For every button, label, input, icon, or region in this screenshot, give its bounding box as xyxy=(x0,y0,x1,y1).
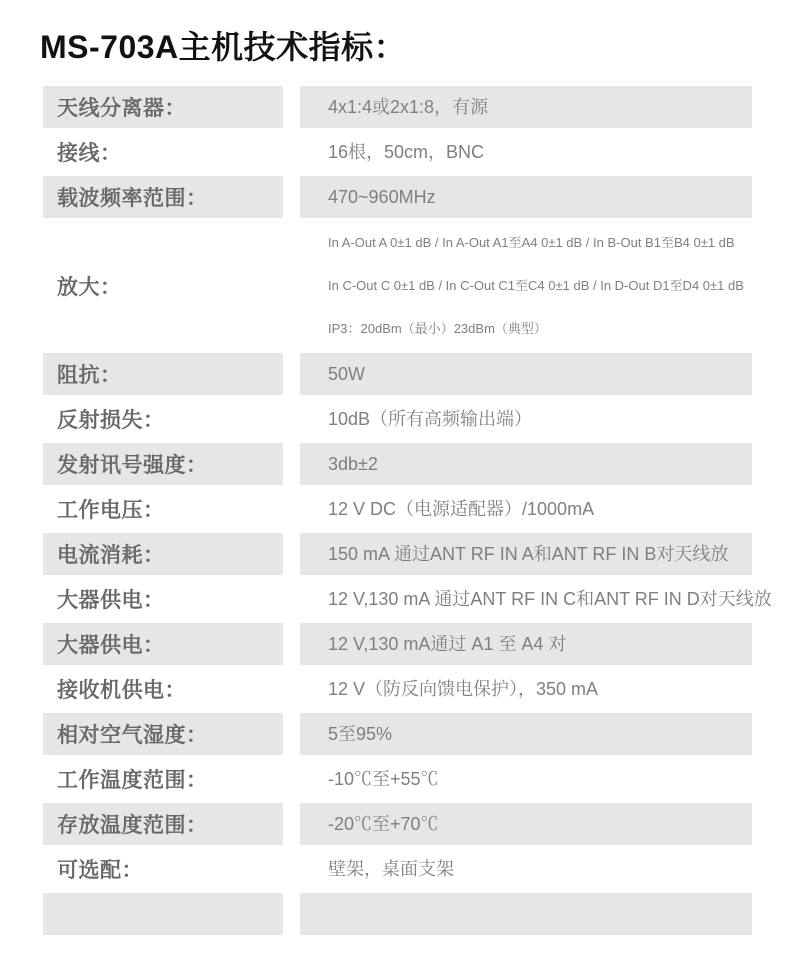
spec-value xyxy=(300,398,752,440)
spec-value-line: 壁架，桌面支架 xyxy=(328,859,454,879)
spec-value-line: 12 V（防反向馈电保护），350 mA xyxy=(328,679,599,699)
spec-label: 载波频率范围： xyxy=(43,176,283,218)
spec-row xyxy=(43,443,752,485)
spec-row xyxy=(43,221,752,350)
spec-label: 天线分离器： xyxy=(43,86,283,128)
spec-value xyxy=(300,893,752,935)
spec-label: 接线： xyxy=(43,131,283,173)
spec-sheet xyxy=(0,27,791,962)
spec-row xyxy=(43,398,752,440)
spec-row xyxy=(43,668,752,710)
spec-value-line: -20℃至+70℃ xyxy=(328,814,439,834)
spec-value-line: In A-Out A 0±1 dB / In A-Out A1至A4 0±1 dB / In B-Out B1至B4 0±1 dB xyxy=(328,235,735,250)
spec-value xyxy=(300,131,752,173)
spec-row xyxy=(43,893,752,935)
spec-row xyxy=(43,533,752,575)
spec-row xyxy=(43,353,752,395)
spec-label: 反射损失： xyxy=(43,398,283,440)
spec-row xyxy=(43,623,752,665)
spec-label xyxy=(43,893,283,935)
spec-table xyxy=(43,86,772,935)
spec-value-line: 470~960MHz xyxy=(328,187,436,207)
spec-value-line: In C-Out C 0±1 dB / In C-Out C1至C4 0±1 dB / In D-Out D1至D4 0±1 dB xyxy=(328,278,744,293)
spec-label: 大器供电： xyxy=(43,623,283,665)
spec-value-line: IP3：20dBm（最小）23dBm（典型） xyxy=(328,321,547,336)
spec-value xyxy=(300,668,752,710)
spec-row xyxy=(43,86,752,128)
spec-value-line: 12 V DC（电源适配器）/1000mA xyxy=(328,499,595,519)
page-title: MS-703A主机技术指标： xyxy=(40,29,407,65)
spec-value xyxy=(300,353,752,395)
spec-value-line: 4x1:4或2x1:8，有源 xyxy=(328,97,489,117)
spec-row xyxy=(43,758,752,800)
spec-value-line: 3db±2 xyxy=(328,454,378,474)
spec-value-line: 150 mA 通过ANT RF IN A和ANT RF IN B对天线放 xyxy=(328,544,729,564)
spec-value-line: 50W xyxy=(328,364,366,384)
spec-row xyxy=(43,488,752,530)
spec-label: 放大： xyxy=(43,221,283,350)
spec-value-line: 12 V,130 mA通过 A1 至 A4 对 xyxy=(328,634,567,654)
spec-label: 工作温度范围： xyxy=(43,758,283,800)
spec-value xyxy=(300,758,752,800)
spec-row xyxy=(43,803,752,845)
spec-row xyxy=(43,578,772,620)
spec-value xyxy=(300,803,752,845)
spec-label: 电流消耗： xyxy=(43,533,283,575)
spec-value xyxy=(300,533,752,575)
spec-value xyxy=(300,488,752,530)
spec-label: 工作电压： xyxy=(43,488,283,530)
spec-label: 发射讯号强度： xyxy=(43,443,283,485)
spec-label: 可选配： xyxy=(43,848,283,890)
spec-label: 存放温度范围： xyxy=(43,803,283,845)
spec-label: 大器供电： xyxy=(43,578,283,620)
spec-value-line: 12 V,130 mA 通过ANT RF IN C和ANT RF IN D对天线放 xyxy=(328,589,772,609)
spec-value-line: 5至95% xyxy=(328,724,393,744)
spec-value xyxy=(300,578,772,620)
spec-value xyxy=(300,221,752,350)
spec-value xyxy=(300,86,752,128)
spec-value xyxy=(300,443,752,485)
spec-row xyxy=(43,176,752,218)
spec-value xyxy=(300,713,752,755)
spec-row xyxy=(43,131,752,173)
spec-value xyxy=(300,623,752,665)
spec-value-line: 16根，50cm，BNC xyxy=(328,142,485,162)
spec-value-line: 10dB（所有高频输出端） xyxy=(328,409,533,429)
spec-value-line: -10℃至+55℃ xyxy=(328,769,439,789)
spec-value xyxy=(300,176,752,218)
spec-value xyxy=(300,848,752,890)
spec-label: 接收机供电： xyxy=(43,668,283,710)
spec-row xyxy=(43,848,752,890)
spec-label: 相对空气湿度： xyxy=(43,713,283,755)
spec-row xyxy=(43,713,752,755)
spec-label: 阻抗： xyxy=(43,353,283,395)
